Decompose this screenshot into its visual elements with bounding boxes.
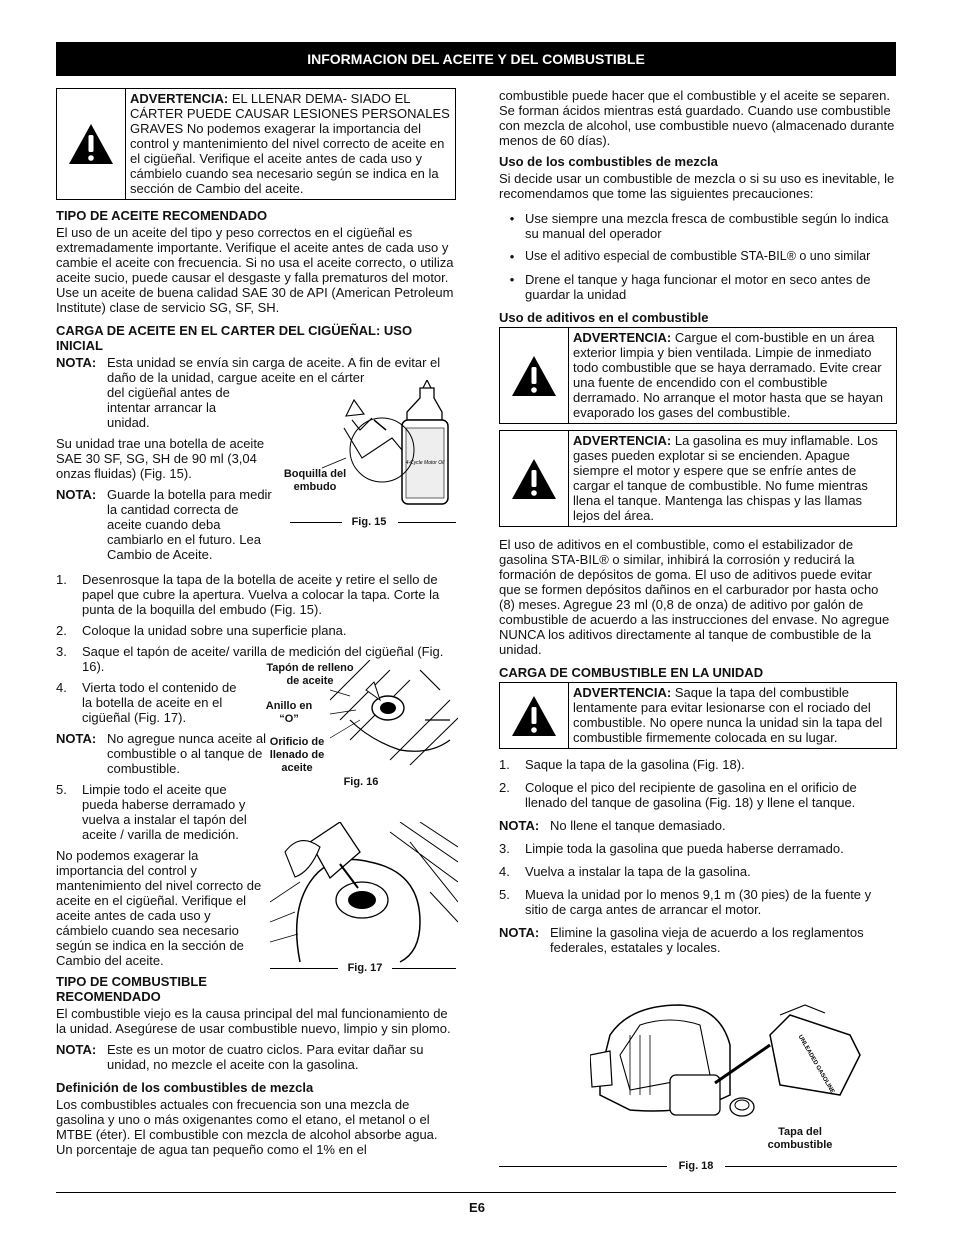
right-column (499, 88, 897, 961)
warning-box-fueling: ADVERTENCIA: Cargue el com-bustible en un área exterior limpia y bien ventilada. Limpie de inmediato todo combustible que se haya derramado. Evite crear una fuente de encendido con el combustible derramado. No arranque el motor hasta que se hayan evaporado los gases del combustible. (499, 327, 897, 424)
paragraph-additive-use: El uso de aditivos en el combustible, como el estabilizador de gasolina STA-BIL® o similar, inhibirá la corrosión y reducirá la formación de depósitos de goma. El uso de aditivos puede evitar que se formen depósitos dañinos en el carburador por hasta ocho (8) meses. Agregue 23 ml (0,8 de onza) de aditivo por galón de combustible de acuerdo a las instrucciones del envase. No agregue NUNCA los aditivos directamente al tanque de combustible de la unidad. (499, 537, 890, 657)
label-funnel-nozzle: Boquilla del embudo (283, 468, 347, 493)
footer-divider (56, 1192, 896, 1193)
list-item: 4. Vierta todo el contenido de la botella de aceite en el cigüeñal (Fig. 17). (56, 680, 237, 725)
paragraph-bottle: Su unidad trae una botella de aceite SAE 30 SF, SG, SH de 90 ml (3,04 onzas fluidas) (Fig. 15). (56, 436, 265, 481)
list-item: • Use siempre una mezcla fresca de combustible según lo indica su manual del operador (509, 211, 889, 241)
paragraph-blend-def: Los combustibles actuales con frecuencia son una mezcla de gasolina y uno o más oxigenantes como el etano, el metanol o el MTBE (éter). El combustible con mezcla de alcohol absorbe agua. Un porcentaje de agua tan pequeño como el 1% en el (56, 1097, 438, 1157)
label-fuel-cap: Tapa del combustible (767, 1126, 833, 1151)
section-title: INFORMACION DEL ACEITE Y DEL COMBUSTIBLE (56, 42, 896, 76)
fig-17-caption: Fig. 17 (347, 962, 383, 974)
list-item: 2. Coloque el pico del recipiente de gasolina en el orificio de llenado del tanque de gasolina (Fig. 18) y llene el tanque. (499, 780, 857, 810)
heading-additives: Uso de aditivos en el combustible (499, 310, 709, 325)
svg-text:4-Cycle Motor Oil: 4-Cycle Motor Oil (405, 460, 445, 466)
list-item: 3. Limpie toda la gasolina que pueda haberse derramado. (499, 841, 844, 856)
warning-icon (500, 683, 569, 748)
warning-icon (500, 431, 569, 526)
label-oil-fill-hole: Orificio de llenado de aceite (269, 736, 325, 774)
note-keep-bottle: NOTA: Guarde la botella para medir la cantidad correcta de aceite cuando deba cambiarlo en el futuro. Lea Cambio de Aceite. (56, 487, 272, 562)
fig-15-caption: Fig. 15 (351, 516, 387, 528)
warning-box-flammable: ADVERTENCIA: La gasolina es muy inflamable. Los gases pueden explotar si se encienden. Apague siempre el motor y espere que se enfríe antes de cargar el tanque de combustible. No fume mientras llena el tanque. Mantenga las chispas y las llamas lejos del área. (499, 430, 897, 527)
warning-box-fuel-cap: ADVERTENCIA: Saque la tapa del combustible lentamente para evitar lesionarse con el rociado del combustible. No opere nunca la unidad sin la tapa del combustible firmemente colocada en su lugar. (499, 682, 897, 749)
note-four-cycle: NOTA: Este es un motor de cuatro ciclos. Para evitar dañar su unidad, no mezcle el aceite con la gasolina. (56, 1042, 424, 1072)
figure-17 (270, 822, 458, 964)
list-item: 4. Vuelva a instalar la tapa de la gasolina. (499, 864, 751, 879)
list-item: 1. Saque la tapa de la gasolina (Fig. 18). (499, 757, 745, 772)
list-item: 5. Mueva la unidad por lo menos 9,1 m (30 pies) de la fuente y sitio de carga antes de arrancar el motor. (499, 887, 872, 917)
engine-fuel-can-illustration (590, 995, 870, 1125)
warning-icon (500, 328, 569, 423)
heading-fuel-type: TIPO DE COMBUSTIBLE RECOMENDADO (56, 974, 207, 1004)
left-column (56, 88, 456, 1163)
heading-oil-fill: CARGA DE ACEITE EN EL CARTER DEL CIGÜEÑAL: USO INICIAL (56, 323, 413, 353)
paragraph-oil-type: El uso de un aceite del tipo y peso correctos en el cigüeñal es extremadamente importante. Verifique el aceite antes de cada uso y cambie el aceite con frecuencia. Si no usa el aceite correcto, o utiliza aceite sucio, puede causar el desgaste y falla prematuros del motor. Use un aceite de buena calidad SAE 30 de API (American Petroleum Institute) clase de servicio SG, SF, SH. (56, 225, 454, 315)
svg-text:UNLEADED GASOLINE: UNLEADED GASOLINE (796, 1034, 836, 1095)
label-o-ring: Anillo en “O” (265, 700, 313, 725)
list-item: • Use el aditivo especial de combustible STA-BIL® o uno similar (509, 249, 871, 264)
heading-blend-use: Uso de los combustibles de mezcla (499, 154, 718, 169)
list-item: • Drene el tanque y haga funcionar el motor en seco antes de guardar la unidad (509, 272, 871, 302)
note-dispose-gas: NOTA: Elimine la gasolina vieja de acuerdo a los reglamentos federales, estatales y locales. (499, 925, 864, 955)
page-number: E6 (469, 1200, 485, 1215)
label-oil-fill-plug: Tapón de relleno de aceite (266, 662, 354, 687)
paragraph-alcohol-fuel: combustible puede hacer que el combustible y el aceite se separen. Se forman ácidos mientras está guardado. Cuando use combustible con mezcla de alcohol, use combustible nuevo (almacenado durante menos de 60 días). (499, 88, 895, 148)
fig-16-caption: Fig. 16 (343, 776, 379, 788)
warning-icon (57, 89, 126, 199)
warning-label: ADVERTENCIA: (130, 91, 229, 106)
heading-oil-type: TIPO DE ACEITE RECOMENDADO (56, 208, 268, 223)
note-no-oil-cont: del cigüeñal antes de intentar arrancar la unidad. (107, 385, 230, 430)
heading-blend-def: Definición de los combustibles de mezcla (56, 1080, 314, 1095)
paragraph-fuel-type: El combustible viejo es la causa principal del mal funcionamiento de la unidad. Asegúrese de usar combustible nuevo, limpio y sin plomo. (56, 1006, 451, 1036)
fig-18-caption: Fig. 18 (678, 1160, 714, 1172)
list-item: 2. Coloque la unidad sobre una superficie plana. (56, 623, 347, 638)
list-item: 1. Desenrosque la tapa de la botella de aceite y retire el sello de papel que cubre la apertura. Vuelva a colocar la tapa. Corte la punta de la boquilla del embudo (Fig. 15). (56, 572, 440, 617)
note-no-overfill: NOTA: No llene el tanque demasiado. (499, 818, 726, 833)
list-item: 3. Saque el tapón de aceite/ varilla de medición del cigüeñal (Fig. 16). (56, 644, 444, 674)
note-no-oil: NOTA: Esta unidad se envía sin carga de aceite. A fin de evitar el daño de la unidad, cargue aceite en el cárter (56, 355, 441, 385)
figure-18 (590, 995, 870, 1125)
note-no-oil-in-fuel: NOTA: No agregue nunca aceite al combustible o al tanque de combustible. (56, 731, 267, 776)
oil-pouring-illustration (270, 822, 458, 964)
figure-15 (282, 380, 457, 520)
warning-text: EL LLENAR DEMA- SIADO EL CÁRTER PUEDE CAUSAR LESIONES PERSONALES GRAVES No podemos exagerar la importancia del control y mantenimiento del nivel correcto de aceite en el cigüeñal. Verifique el aceite antes de cada uso y cámbielo cuando sea necesario según se indica en la sección de Cambio del aceite. (130, 91, 450, 196)
warning-box-overfill (56, 88, 456, 200)
list-item: 5. Limpie todo el aceite que pueda haberse derramado y vuelva a instalar el tapón del aceite / varilla de medición. (56, 782, 247, 842)
heading-fuel-fill: CARGA DE COMBUSTIBLE EN LA UNIDAD (499, 665, 764, 680)
paragraph-importance: No podemos exagerar la importancia del control y mantenimiento del nivel correcto de aceite en el cigüeñal. Verifique el aceite antes de cada uso y cámbielo cuando sea necesario según se indica en la sección de Cambio del aceite. (56, 848, 262, 968)
paragraph-blend-use: Si decide usar un combustible de mezcla o si su uso es inevitable, le recomendamos que tome las siguientes precauciones: (499, 171, 895, 201)
